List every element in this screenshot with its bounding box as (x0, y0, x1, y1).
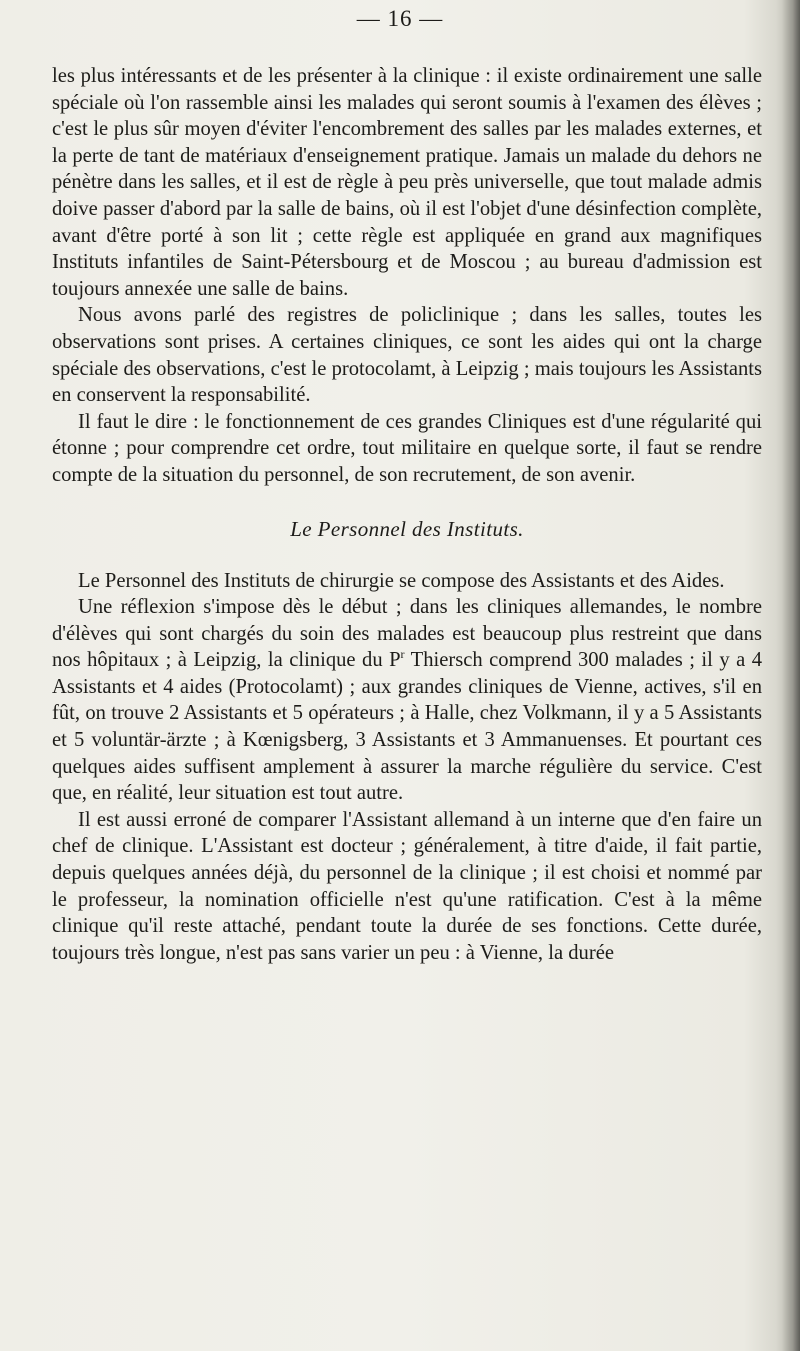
paragraph-5 (52, 594, 762, 807)
page-body (52, 63, 762, 966)
paragraph-6: Il est aussi erroné de comparer l'Assistant allemand à un interne que d'en faire un chef de clinique. L'Assistant est docteur ; généralement, à titre d'aide, il fait partie, depuis quelques années déjà, du personnel de la clinique ; il est choisi et nommé par le professeur, la nomination officielle n'est qu'une ratification. C'est à la même clinique qu'il reste attaché, pendant toute la durée de ses fonctions. Cette durée, toujours très longue, n'est pas sans varier un peu : à Vienne, la durée (52, 808, 762, 964)
paragraph-4: Le Personnel des Instituts de chirurgie se compose des Assistants et des Aides. (78, 569, 725, 592)
paragraph-5-part-2: Thiersch comprend 300 malades ; il y a 4 Assistants et 4 aides (Protocolamt) ; aux grandes cliniques de Vienne, actives, s'il en fût, on trouve 2 Assistants et 5 opérateurs ; à Halle, chez Volkmann, il y a 5 Assistants et 5 voluntär-ärzte ; à Kœnigsberg, 3 Assistants et 3 Ammanuenses. Et pourtant ces quelques aides suffisent amplement à assurer la marche régulière du service. C'est que, en réalité, leur situation est tout autre. (52, 649, 762, 805)
paragraph-3: Il faut le dire : le fonctionnement de ces grandes Cliniques est d'une régularité qui étonne ; pour comprendre cet ordre, tout militaire en quelque sorte, il faut se rendre compte de la situation du personnel, de son recrutement, de son avenir. (52, 410, 762, 486)
paragraph-1: les plus intéressants et de les présenter à la clinique : il existe ordinairement une salle spéciale où l'on rassemble ainsi les malades qui seront soumis à l'examen des élèves ; c'est le plus sûr moyen d'éviter l'encombrement des salles par les malades externes, et la perte de tant de matériaux d'enseignement pratique. Jamais un malade du dehors ne pénètre dans les salles, et il est de règle à peu près universelle, que tout malade admis doive passer d'abord par la salle de bains, où il est l'objet d'une désinfection complète, avant d'être porté à son lit ; cette règle est appliquée en grand aux magnifiques Instituts infantiles de Saint-Pétersbourg et de Moscou ; au bureau d'admission est toujours annexée une salle de bains. (52, 65, 762, 300)
section-heading: Le Personnel des Instituts. (290, 516, 524, 541)
paragraph-5-part-1: Une réflexion s'impose dès le début ; dans les cliniques allemandes, le nombre d'élèves qui sont chargés du soin des malades est beaucoup plus restreint que dans nos hôpitaux ; à Leipzig, la clinique du P (52, 596, 762, 672)
page-edge-shadow (782, 0, 800, 1351)
page-number: — 16 — (356, 6, 444, 31)
paragraph-2: Nous avons parlé des registres de policlinique ; dans les salles, toutes les observations sont prises. A certaines cliniques, ce sont les aides qui ont la charge spéciale des observations, c'est le protocolamt, à Leipzig ; mais toujours les Assistants en conservent la responsabilité. (52, 304, 762, 407)
superscript-r: r (400, 647, 405, 662)
